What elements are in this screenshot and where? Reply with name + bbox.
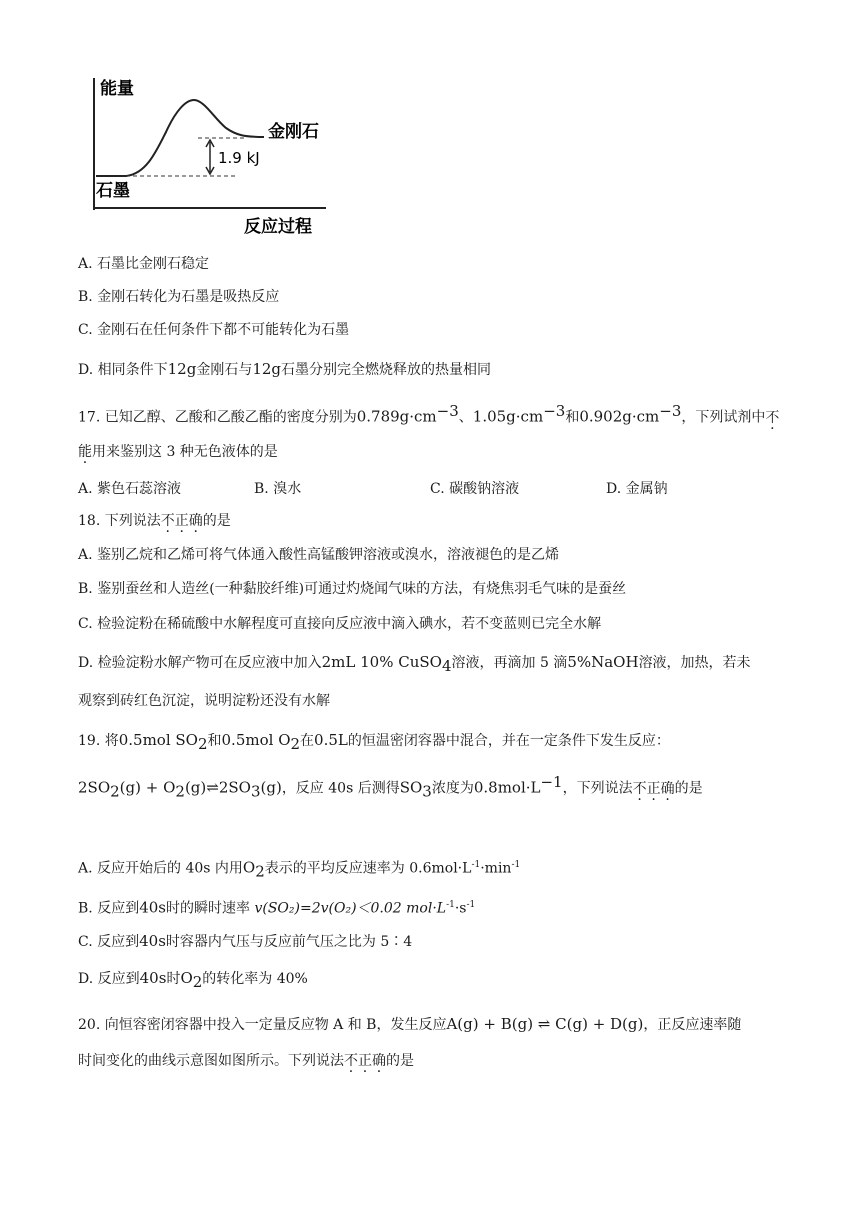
energy-diagram	[86, 62, 346, 242]
q19-option-a: A. 反应开始后的 40s 内用$O_2$表示的平均反应速率为 $0.6mol\cdot L^{-1}\cdot\min^{-1}$	[78, 858, 521, 881]
q16-option-a: A. 石墨比金刚石稳定	[78, 256, 210, 272]
q17-stem-line2: 能用来鉴别这 3 种无色液体的是	[78, 444, 278, 460]
q18-stem: 18. 下列说法不正确的是	[78, 513, 231, 529]
q19-option-d: D. 反应到40s时$O_2$的转化率为 40%	[78, 969, 308, 991]
q17-stem: 17. 已知乙醇、乙酸和乙酸乙酯的密度分别为$0.789g\cdot cm^{-3}$、$1.05g\cdot cm^{-3}$和$0.902g\cdot cm^{-3}$，下列试剂中不	[78, 402, 780, 426]
diamond-label: 金刚石	[268, 122, 319, 142]
q17-option-b: B. 溴水	[254, 481, 302, 497]
q19-stem: 19. 将0.5mol $SO_2$和0.5mol $O_2$在0.5L的恒温密闭容器中混合，并在一定条件下发生反应：	[78, 731, 670, 753]
q19-equation-line: $2SO_2(g)$ + $O_2(g)\rightleftharpoons 2SO_3(g)$，反应 40s 后测得$SO_3$浓度为$0.8mol\cdot L^{-1}$，下列说法不正确的是	[78, 773, 703, 801]
q20-stem: 20. 向恒容密闭容器中投入一定量反应物 A 和 B，发生反应A(g) + B(g) ⇌ C(g) + D(g)，正反应速率随	[78, 1015, 742, 1033]
q18-option-c: C. 检验淀粉在稀硫酸中水解程度可直接向反应液中滴入碘水，若不变蓝则已完全水解	[78, 616, 602, 632]
q17-option-d: D. 金属钠	[606, 481, 668, 497]
q16-option-d: D. 相同条件下12g金刚石与12g石墨分别完全燃烧释放的热量相同	[78, 360, 492, 378]
emphasis-neng: 能	[78, 444, 92, 460]
q17-option-a: A. 紫色石蕊溶液	[78, 481, 182, 497]
x-axis-label: 反应过程	[244, 217, 312, 237]
energy-gap-label: 1.9 kJ	[218, 149, 260, 167]
q18-option-d: D. 检验淀粉水解产物可在反应液中加入2mL 10% CuSO$_4$溶液，再滴加 5 滴5%NaOH溶液，加热，若未	[78, 653, 751, 675]
q20-stem-line2: 时间变化的曲线示意图如图所示。下列说法不正确的是	[78, 1053, 414, 1069]
q16-option-b: B. 金刚石转化为石墨是吸热反应	[78, 289, 280, 305]
q19-option-c: C. 反应到40s时容器内气压与反应前气压之比为 5∶4	[78, 932, 413, 950]
q18-option-b: B. 鉴别蚕丝和人造丝(一种黏胶纤维)可通过灼烧闻气味的方法，有烧焦羽毛气味的是蚕丝	[78, 581, 627, 597]
q17-option-c: C. 碳酸钠溶液	[430, 481, 520, 497]
y-axis-label: 能量	[100, 79, 134, 99]
emphasis-bu: 不	[765, 409, 780, 426]
q18-option-d-line2: 观察到砖红色沉淀，说明淀粉还没有水解	[78, 693, 330, 709]
graphite-label: 石墨	[96, 181, 130, 201]
q18-option-a: A. 鉴别乙烷和乙烯可将气体通入酸性高锰酸钾溶液或溴水，溶液褪色的是乙烯	[78, 547, 560, 563]
q16-option-c: C. 金刚石在任何条件下都不可能转化为石墨	[78, 322, 350, 338]
q19-option-b: B. 反应到40s时的瞬时速率 v(SO₂)=2v(O₂)＜0.02 $mol\cdot L^{-1}\cdot s^{-1}$	[78, 898, 476, 917]
